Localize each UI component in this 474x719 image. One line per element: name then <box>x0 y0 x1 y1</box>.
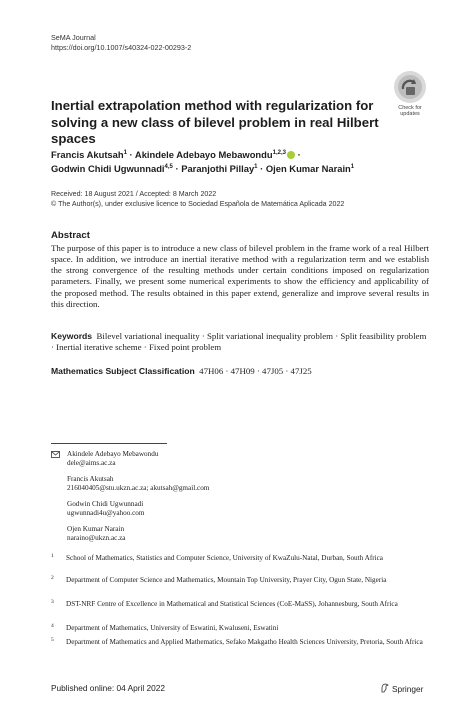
affiliation-number: 1 <box>51 553 54 559</box>
affiliation-text: Department of Computer Science and Mathematics, Mountain Top University, Prayer City, Ogun State, Nigeria <box>66 576 387 584</box>
contact-email[interactable]: naraino@ukzn.ac.za <box>67 534 126 543</box>
springer-horse-icon <box>380 683 389 693</box>
contact-name: Francis Akutsah <box>67 475 114 483</box>
affiliation-text: Department of Mathematics and Applied Mathematics, Sefako Makgatho Health Sciences University, Pretoria, South Africa <box>66 638 423 646</box>
affiliation-number: 2 <box>51 575 54 581</box>
contact-entry <box>67 500 367 518</box>
author-name[interactable]: Ojen Kumar Narain <box>265 163 351 175</box>
author-affiliation-ref: 1 <box>123 150 127 156</box>
author-name[interactable]: Francis Akutsah <box>51 149 124 161</box>
abstract-text: The purpose of this paper is to introduce a new class of bilevel problem in the frame work of a real Hilbert space. In addition, we introduce an inertial iterative method with a regularization term and we establish the strong convergence of the resulting methods under certain conditions imposed on regularization parameters. Finally, we present some numerical experiments to show the efficiency and applicability of the proposed method. The results obtained in this paper extend, generalize and improve several results in this direction. <box>51 243 429 309</box>
author-affiliation-ref: 1 <box>350 164 355 171</box>
article-dates <box>51 190 451 209</box>
copyright-notice: © The Author(s), under exclusive licence to Sociedad Española de Matemática Aplicada 2022 <box>51 199 345 208</box>
author-name[interactable]: Paranjothi Pillay <box>181 163 255 175</box>
publisher-name: Springer <box>392 684 424 694</box>
keywords-label: Keywords <box>51 331 93 341</box>
affiliation-number: 4 <box>51 623 54 629</box>
footnote-divider <box>51 443 167 444</box>
keywords <box>51 331 431 353</box>
contact-email[interactable]: ugwunnadi4u@yahoo.com <box>67 509 145 518</box>
msc-codes: 47H06 · 47H09 · 47J05 · 47J25 <box>199 366 312 376</box>
contact-email[interactable]: 216040405@stu.ukzn.ac.za; akutsah@gmail.com <box>67 484 210 493</box>
published-date: Published online: 04 April 2022 <box>51 683 165 693</box>
author-list: Francis Akutsah$^1$ · Akindele Adebayo Mebawondu$^{1,2,3}$ · Godwin Chidi Ugwunnadi$^{4,5}$ · Paranjothi Pillay$^1$ · Ojen Kumar Narain$^1$ <box>51 149 355 175</box>
author-affiliation-ref: 1,2,3 <box>272 150 286 156</box>
author-affiliation-ref: 4,5 <box>164 164 173 171</box>
abstract-heading: Abstract <box>51 230 90 241</box>
author-affiliation-ref: 1 <box>254 164 258 171</box>
contact-name: Godwin Chidi Ugwunnadi <box>67 500 144 508</box>
contact-entry <box>67 475 367 493</box>
affiliation-number: 5 <box>51 637 54 643</box>
contact-name: Ojen Kumar Narain <box>67 525 125 533</box>
orcid-icon[interactable] <box>287 151 295 159</box>
journal-header <box>51 33 191 52</box>
check-for-updates-label[interactable]: Check for updates <box>398 105 422 118</box>
contact-name: Akindele Adebayo Mebawondu <box>67 450 159 458</box>
received-accepted: Received: 18 August 2021 / Accepted: 8 March 2022 <box>51 190 217 198</box>
envelope-icon <box>51 451 60 458</box>
publisher <box>380 683 423 694</box>
affiliation-number: 3 <box>51 599 54 605</box>
contact-entry <box>67 525 367 543</box>
keywords-text: Bilevel variational inequality · Split variational inequality problem · Split feasibility problem · Inertial iterative scheme · Fixed point problem <box>51 331 427 353</box>
contact-email[interactable]: dele@aims.ac.za <box>67 459 116 468</box>
contact-entry <box>67 450 367 468</box>
paper-title: Inertial extrapolation method with regularization for solving a new class of bilevel problem in real Hilbert spaces <box>51 98 379 146</box>
affiliation-text: School of Mathematics, Statistics and Computer Science, University of KwaZulu-Natal, Durban, South Africa <box>66 554 383 562</box>
doi-link[interactable]: https://doi.org/10.1007/s40324-022-00293-2 <box>51 42 192 52</box>
msc-classification <box>51 366 431 377</box>
msc-label: Mathematics Subject Classification <box>51 366 195 376</box>
affiliation-text: DST-NRF Centre of Excellence in Mathematical and Statistical Sciences (CoE-MaSS), Johannesburg, South Africa <box>66 600 398 608</box>
affiliation-text: Department of Mathematics, University of Eswatini, Kwaluseni, Eswatini <box>66 624 279 632</box>
journal-name: SeMA Journal <box>51 33 96 42</box>
author-name[interactable]: Godwin Chidi Ugwunnadi <box>51 163 165 175</box>
author-name[interactable]: Akindele Adebayo Mebawondu <box>134 149 273 161</box>
